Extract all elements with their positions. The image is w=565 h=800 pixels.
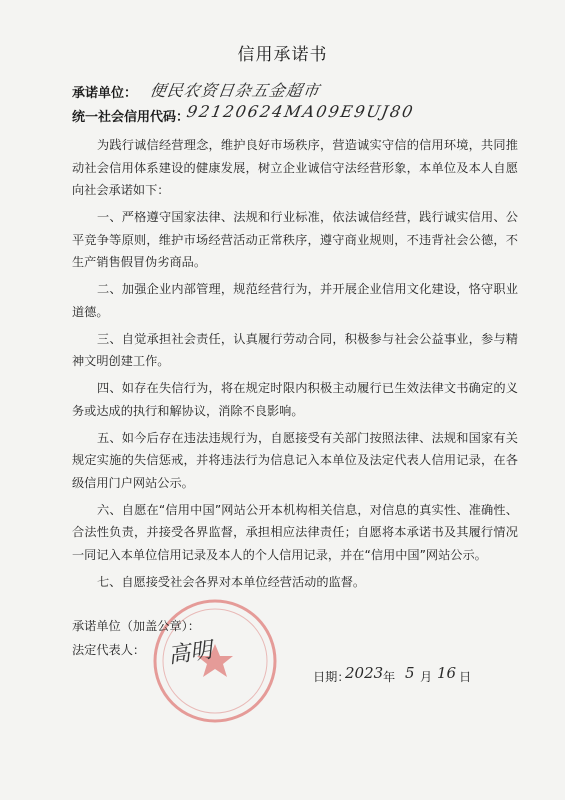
- paragraph-intro: 为践行诚信经营理念，维护良好市场秩序，营造诚实守信的信用环境，共同推动社会信用体系建设的健康发展，树立企业诚信守法经营形象，本单位及本人自愿向社会承诺如下：: [72, 138, 518, 197]
- paragraph-3: 三、自觉承担社会责任，认真履行劳动合同，积极参与社会公益事业，参与精神文明创建工作。: [72, 331, 518, 368]
- date-day-suffix: 日: [459, 670, 472, 684]
- unit-handwritten-value: 便民农资日杂五金超市: [148, 81, 322, 100]
- legal-rep-signature: 高明: [166, 638, 214, 669]
- paragraph-5: 五、如今后存在违法违规行为，自愿接受有关部门按照法律、法规和国家有关规定实施的失信惩戒，并将违法行为信息记入本单位及法定代表人信用记录，在各级信用门户网站公示。: [72, 430, 518, 490]
- paragraph-4: 四、如存在失信行为，将在规定时限内积极主动履行已生效法律文书确定的义务或达成的执行和解协议，消除不良影响。: [72, 381, 518, 418]
- paragraph-7: 七、自愿接受社会各界对本单位经营活动的监督。: [97, 574, 366, 589]
- legal-rep-label: 法定代表人：: [72, 643, 146, 657]
- signature-unit-label: 承诺单位（加盖公章）：: [72, 619, 200, 633]
- credit-code-label: 统一社会信用代码：: [72, 110, 190, 125]
- date-month-suffix: 月: [420, 670, 433, 684]
- date-day: 16: [437, 664, 457, 682]
- paragraph-6: 六、自愿在“信用中国”网站公开本机构相关信息，对信息的真实性、准确性、合法性负责，并接受各界监督，承担相应法律责任；自愿将本承诺书及其履行情况一同记入本单位信用记录及本人的个人信用记录，并在“信用中国”网站公示。: [72, 502, 518, 562]
- date-month: 5: [405, 664, 415, 682]
- date-year: 2023: [345, 664, 384, 682]
- unit-label: 承诺单位：: [72, 86, 138, 101]
- commitment-body: [72, 134, 518, 598]
- document-title: 信用承诺书: [237, 45, 328, 65]
- paragraph-2: 二、加强企业内部管理，规范经营行为，并开展企业信用文化建设，恪守职业道德。: [72, 282, 518, 319]
- date-label: 日期：: [313, 670, 350, 684]
- paragraph-1: 一、严格遵守国家法律、法规和行业标准，依法诚信经营，践行诚实信用、公平竞争等原则，维护市场经营活动正常秩序，遵守商业规则，不违背社会公德，不生产销售假冒伪劣商品。: [72, 210, 518, 269]
- credit-code-handwritten-value: 92120624MA09E9UJ80: [185, 102, 417, 121]
- date-year-suffix: 年: [383, 670, 396, 684]
